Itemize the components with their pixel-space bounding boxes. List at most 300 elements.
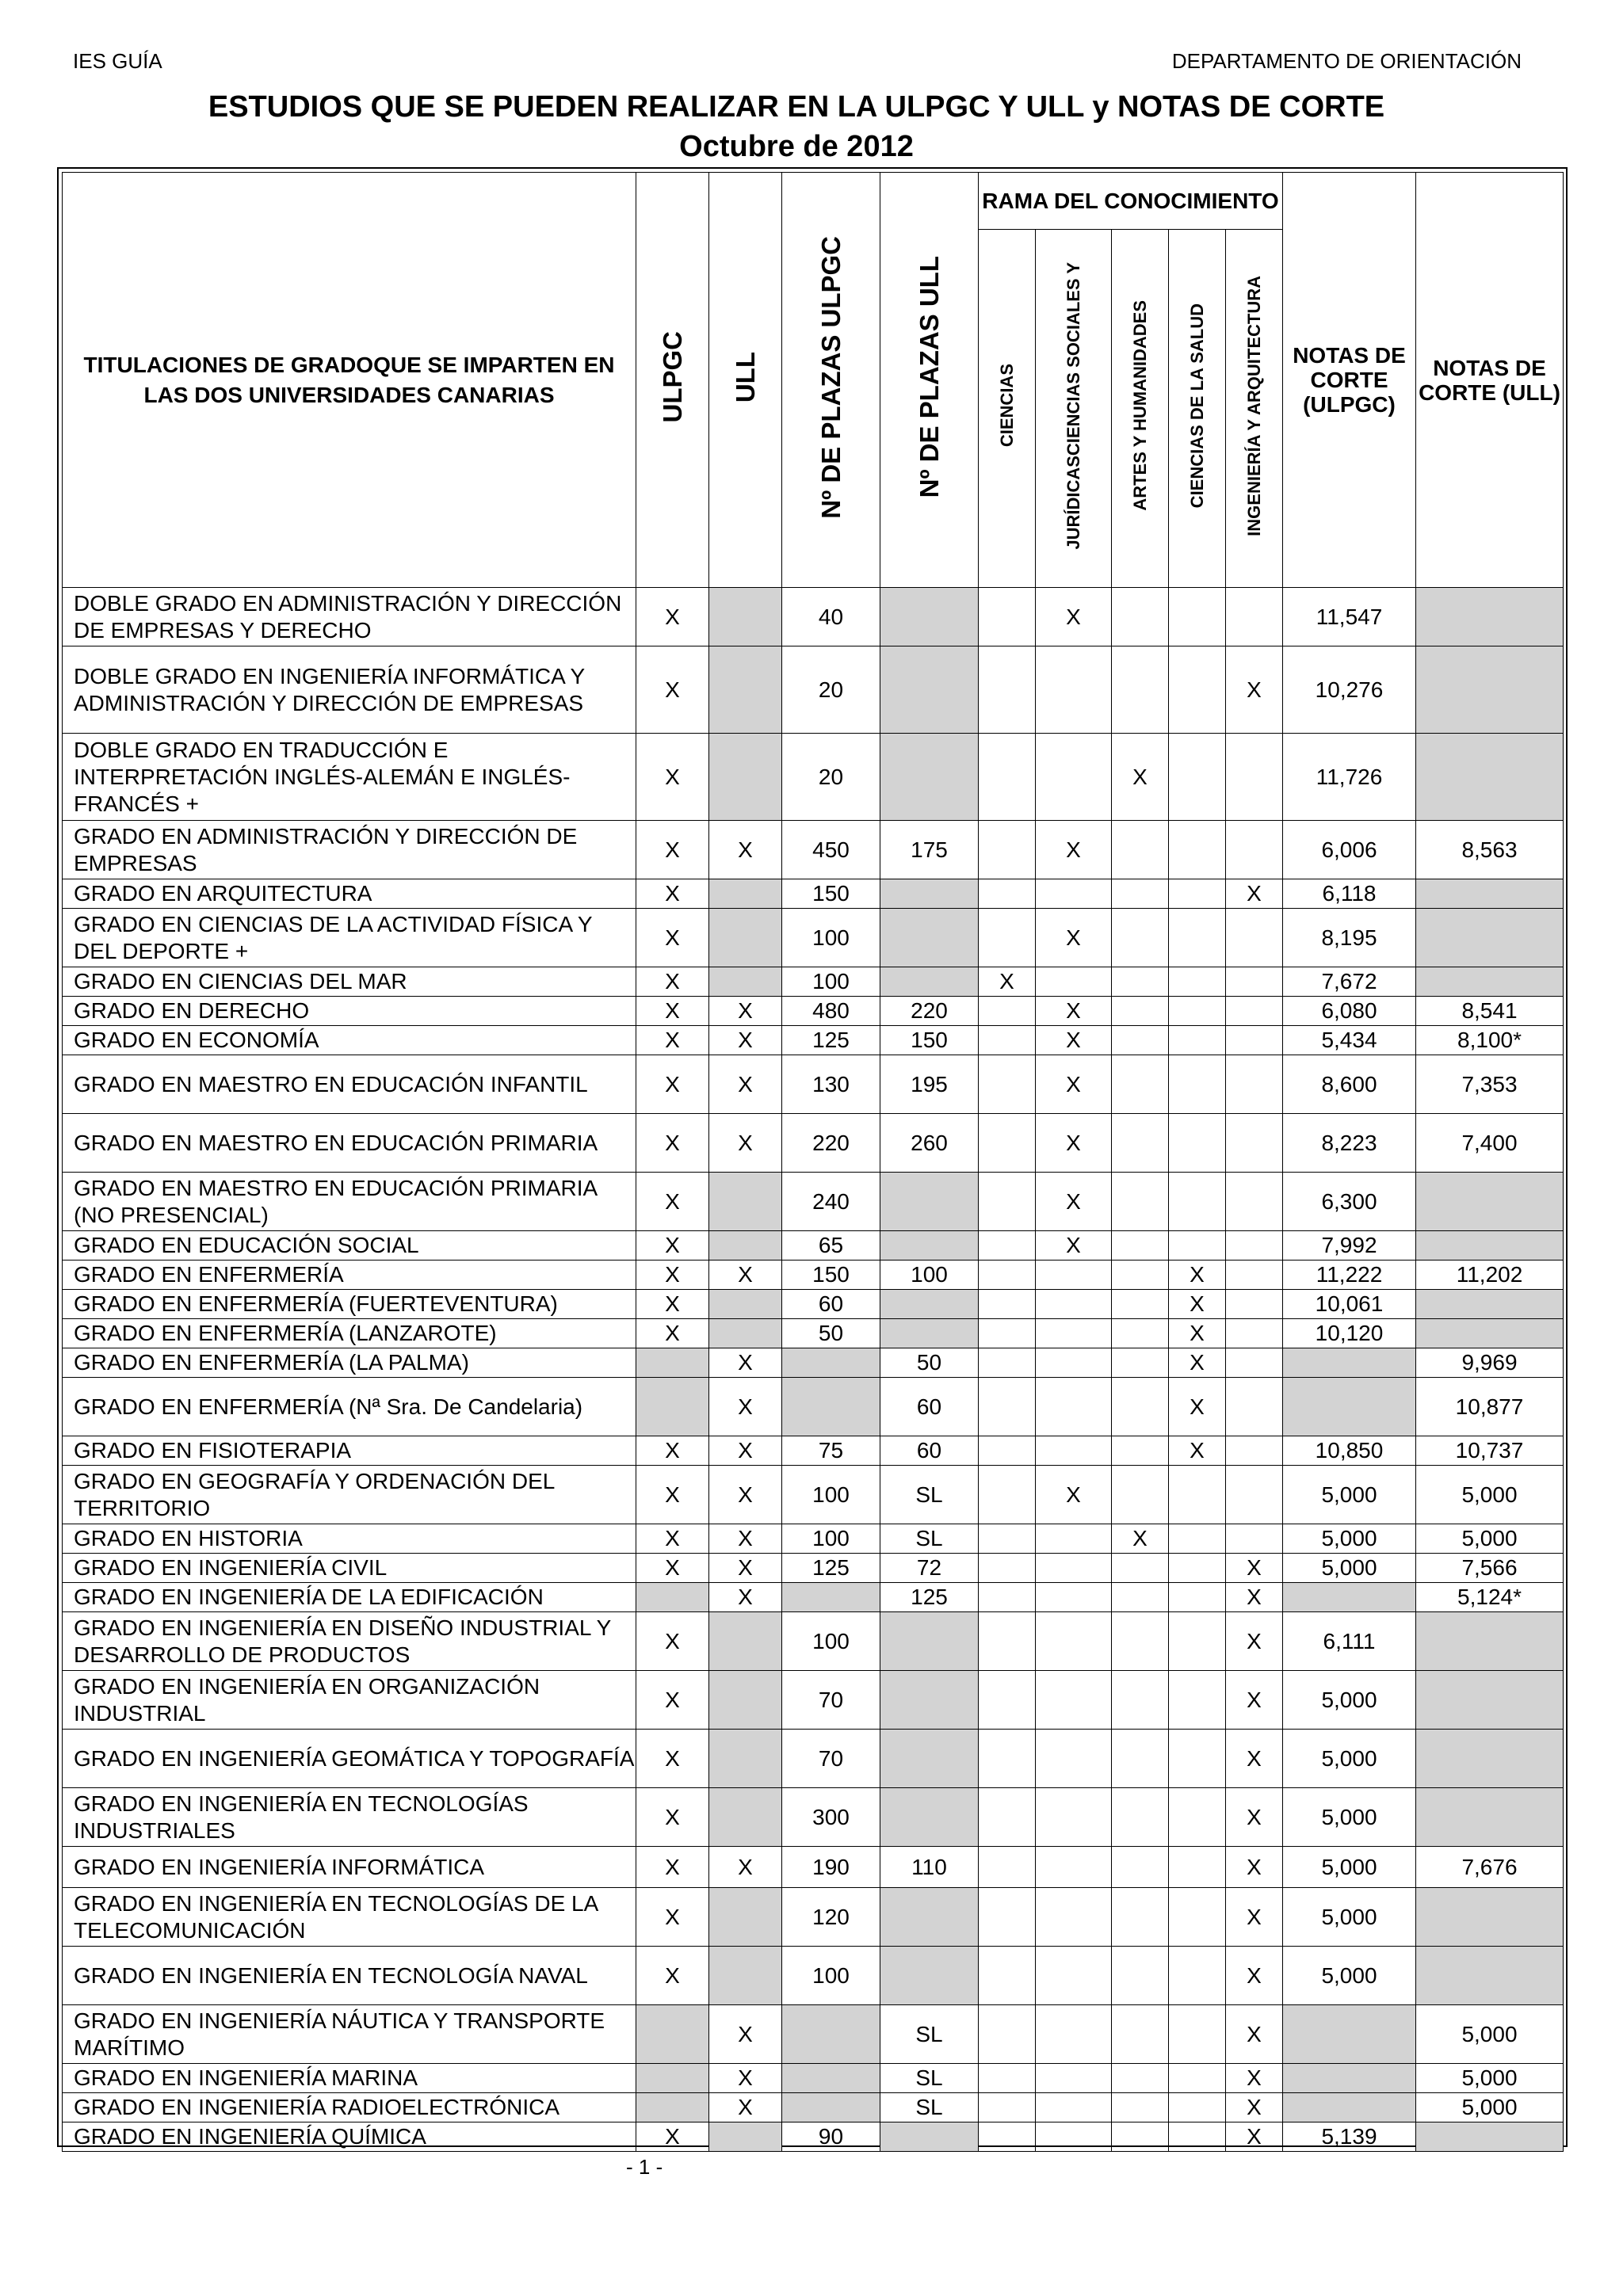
table-row [63, 1466, 1564, 1524]
nota-ulpgc: 5,000 [1283, 1788, 1416, 1847]
plazas-ulpgc: 150 [782, 879, 880, 909]
rama-mark: X [1036, 909, 1112, 967]
rama-mark [1036, 1290, 1112, 1319]
plazas-ulpgc: 70 [782, 1671, 880, 1730]
rama-mark: X [1226, 2093, 1283, 2122]
ull-mark: X [709, 1466, 782, 1524]
table-body [63, 588, 1564, 2152]
table-row [63, 2005, 1564, 2064]
nota-ulpgc: 8,195 [1283, 909, 1416, 967]
rama-mark [1112, 1055, 1169, 1114]
nota-ulpgc: 5,000 [1283, 1847, 1416, 1888]
rama-mark [1112, 1947, 1169, 2005]
rama-mark [1226, 1524, 1283, 1554]
plazas-ull: 100 [880, 1261, 979, 1290]
rama-mark [1226, 1436, 1283, 1466]
plazas-ull [880, 879, 979, 909]
rama-mark [979, 646, 1036, 734]
degree-name: GRADO EN INGENIERÍA INFORMÁTICA [63, 1847, 636, 1888]
nota-ull [1416, 879, 1564, 909]
header-school: IES GUÍA [73, 49, 162, 73]
ulpgc-mark: X [636, 1114, 709, 1173]
rama-mark [1036, 1348, 1112, 1378]
ull-mark: X [709, 1026, 782, 1055]
rama-mark [1036, 2122, 1112, 2152]
rama-mark [1112, 1671, 1169, 1730]
plazas-ulpgc: 60 [782, 1290, 880, 1319]
nota-ulpgc: 6,006 [1283, 821, 1416, 879]
header-notas-ulpgc: NOTAS DE CORTE (ULPGC) [1283, 173, 1416, 588]
ull-mark: X [709, 2093, 782, 2122]
nota-ull: 10,737 [1416, 1436, 1564, 1466]
table-row [63, 646, 1564, 734]
nota-ull [1416, 1947, 1564, 2005]
rama-mark [1112, 1348, 1169, 1378]
rama-mark: X [1169, 1319, 1226, 1348]
rama-mark [1036, 1261, 1112, 1290]
rama-mark: X [1036, 1114, 1112, 1173]
rama-mark [1226, 997, 1283, 1026]
plazas-ulpgc: 100 [782, 1947, 880, 2005]
rama-mark [979, 1583, 1036, 1612]
rama-mark [979, 1290, 1036, 1319]
nota-ulpgc: 5,000 [1283, 1554, 1416, 1583]
rama-mark [979, 734, 1036, 821]
nota-ulpgc: 5,000 [1283, 1888, 1416, 1947]
header-rama-artes-label: ARTES Y HUMANIDADES [1129, 300, 1150, 511]
nota-ull: 7,353 [1416, 1055, 1564, 1114]
plazas-ulpgc: 70 [782, 1730, 880, 1788]
header-rama-ingenieria [1226, 230, 1283, 588]
plazas-ulpgc [782, 2093, 880, 2122]
degree-name: GRADO EN ENFERMERÍA (LANZAROTE) [63, 1319, 636, 1348]
rama-mark [1226, 1348, 1283, 1378]
rama-mark: X [1226, 1947, 1283, 2005]
rama-mark [979, 909, 1036, 967]
degree-name: GRADO EN INGENIERÍA EN TECNOLOGÍA NAVAL [63, 1947, 636, 2005]
rama-mark [1169, 879, 1226, 909]
plazas-ull [880, 1671, 979, 1730]
table-row [63, 1026, 1564, 1055]
nota-ulpgc: 10,850 [1283, 1436, 1416, 1466]
nota-ulpgc: 10,120 [1283, 1319, 1416, 1348]
rama-mark [1169, 1671, 1226, 1730]
nota-ull [1416, 909, 1564, 967]
degree-name: GRADO EN INGENIERÍA CIVIL [63, 1554, 636, 1583]
ulpgc-mark: X [636, 1888, 709, 1947]
rama-mark: X [1036, 1026, 1112, 1055]
rama-mark [1226, 1173, 1283, 1231]
rama-mark [1169, 1583, 1226, 1612]
ull-mark: X [709, 1114, 782, 1173]
rama-mark [979, 1788, 1036, 1847]
table-row [63, 1612, 1564, 1671]
rama-mark [1226, 909, 1283, 967]
rama-mark [1169, 997, 1226, 1026]
ull-mark: X [709, 1524, 782, 1554]
rama-mark [1112, 1378, 1169, 1436]
plazas-ull [880, 1730, 979, 1788]
degree-name: GRADO EN INGENIERÍA QUÍMICA [63, 2122, 636, 2152]
ulpgc-mark [636, 2064, 709, 2093]
rama-mark: X [1226, 1554, 1283, 1583]
rama-mark [1226, 1319, 1283, 1348]
nota-ulpgc: 10,276 [1283, 646, 1416, 734]
table-row [63, 967, 1564, 997]
nota-ulpgc: 7,992 [1283, 1231, 1416, 1261]
rama-mark [1169, 1231, 1226, 1261]
header-rama-artes [1112, 230, 1169, 588]
document-subtitle: Octubre de 2012 [679, 130, 914, 163]
rama-mark [979, 1671, 1036, 1730]
ulpgc-mark: X [636, 588, 709, 646]
degree-name: GRADO EN MAESTRO EN EDUCACIÓN PRIMARIA (NO PRESENCIAL) [63, 1173, 636, 1231]
plazas-ulpgc: 220 [782, 1114, 880, 1173]
plazas-ulpgc: 125 [782, 1026, 880, 1055]
rama-mark: X [1036, 588, 1112, 646]
nota-ulpgc [1283, 2005, 1416, 2064]
header-ull [709, 173, 782, 588]
ulpgc-mark: X [636, 1524, 709, 1554]
plazas-ulpgc: 125 [782, 1554, 880, 1583]
degree-name: GRADO EN ECONOMÍA [63, 1026, 636, 1055]
ulpgc-mark: X [636, 1847, 709, 1888]
nota-ulpgc: 5,000 [1283, 1730, 1416, 1788]
rama-mark [979, 879, 1036, 909]
nota-ull [1416, 1231, 1564, 1261]
degree-name: GRADO EN MAESTRO EN EDUCACIÓN PRIMARIA [63, 1114, 636, 1173]
nota-ulpgc: 8,223 [1283, 1114, 1416, 1173]
rama-mark [979, 1319, 1036, 1348]
header-plazas-ull [880, 173, 979, 588]
rama-mark [1112, 1888, 1169, 1947]
table-row [63, 1348, 1564, 1378]
rama-mark: X [1169, 1290, 1226, 1319]
nota-ulpgc: 8,600 [1283, 1055, 1416, 1114]
plazas-ulpgc: 20 [782, 646, 880, 734]
rama-mark [1169, 1947, 1226, 2005]
nota-ulpgc: 6,111 [1283, 1612, 1416, 1671]
rama-mark: X [1226, 1671, 1283, 1730]
rama-mark [979, 2093, 1036, 2122]
rama-mark [1112, 1554, 1169, 1583]
plazas-ull [880, 734, 979, 821]
rama-mark [1169, 2122, 1226, 2152]
ulpgc-mark [636, 1583, 709, 1612]
rama-mark [1036, 1583, 1112, 1612]
nota-ulpgc: 5,139 [1283, 2122, 1416, 2152]
plazas-ulpgc: 190 [782, 1847, 880, 1888]
plazas-ull [880, 909, 979, 967]
plazas-ull [880, 967, 979, 997]
table-row [63, 1788, 1564, 1847]
rama-mark: X [1036, 997, 1112, 1026]
table-row [63, 997, 1564, 1026]
nota-ulpgc: 6,080 [1283, 997, 1416, 1026]
rama-mark [1112, 1583, 1169, 1612]
rama-mark [1112, 2064, 1169, 2093]
ulpgc-mark: X [636, 734, 709, 821]
plazas-ull: 60 [880, 1436, 979, 1466]
plazas-ull [880, 1173, 979, 1231]
rama-mark [979, 1847, 1036, 1888]
ull-mark [709, 646, 782, 734]
rama-mark [1226, 821, 1283, 879]
ulpgc-mark: X [636, 1730, 709, 1788]
table-row [63, 909, 1564, 967]
ull-mark [709, 1671, 782, 1730]
rama-mark [979, 1730, 1036, 1788]
rama-mark: X [1169, 1436, 1226, 1466]
rama-mark [1112, 2122, 1169, 2152]
document-title: ESTUDIOS QUE SE PUEDEN REALIZAR EN LA ULPGC Y ULL y NOTAS DE CORTE [208, 90, 1385, 124]
table-row [63, 1524, 1564, 1554]
plazas-ulpgc: 50 [782, 1319, 880, 1348]
rama-mark [1169, 1524, 1226, 1554]
header-titulaciones: TITULACIONES DE GRADOQUE SE IMPARTEN EN LAS DOS UNIVERSIDADES CANARIAS [63, 173, 636, 588]
plazas-ulpgc: 100 [782, 1612, 880, 1671]
plazas-ulpgc: 100 [782, 1466, 880, 1524]
plazas-ull [880, 1888, 979, 1947]
degree-name: GRADO EN INGENIERÍA MARINA [63, 2064, 636, 2093]
rama-mark [1169, 1888, 1226, 1947]
rama-mark [1112, 997, 1169, 1026]
plazas-ull: 260 [880, 1114, 979, 1173]
degree-name: GRADO EN DERECHO [63, 997, 636, 1026]
nota-ulpgc: 5,000 [1283, 1671, 1416, 1730]
rama-mark [1226, 1378, 1283, 1436]
rama-mark: X [1036, 1173, 1112, 1231]
nota-ulpgc: 7,672 [1283, 967, 1416, 997]
ulpgc-mark: X [636, 1947, 709, 2005]
plazas-ulpgc: 100 [782, 967, 880, 997]
table-row [63, 1730, 1564, 1788]
plazas-ull: 175 [880, 821, 979, 879]
degree-name: GRADO EN INGENIERÍA DE LA EDIFICACIÓN [63, 1583, 636, 1612]
nota-ull [1416, 646, 1564, 734]
ull-mark: X [709, 1055, 782, 1114]
plazas-ull [880, 2122, 979, 2152]
rama-mark [1036, 967, 1112, 997]
rama-mark [1112, 1173, 1169, 1231]
table-row [63, 1583, 1564, 1612]
rama-mark [1169, 1612, 1226, 1671]
header-rama-ingenieria-label: INGENIERÍA Y ARQUITECTURA [1243, 275, 1264, 536]
nota-ulpgc: 10,061 [1283, 1290, 1416, 1319]
rama-mark [1112, 879, 1169, 909]
table-row [63, 879, 1564, 909]
header-notas-ull: NOTAS DE CORTE (ULL) [1416, 173, 1564, 588]
nota-ulpgc [1283, 1378, 1416, 1436]
plazas-ulpgc [782, 2064, 880, 2093]
ulpgc-mark: X [636, 646, 709, 734]
ull-mark: X [709, 2064, 782, 2093]
rama-mark [1112, 1612, 1169, 1671]
table-row [63, 1114, 1564, 1173]
degree-name: GRADO EN INGENIERÍA GEOMÁTICA Y TOPOGRAFÍA [63, 1730, 636, 1788]
plazas-ulpgc: 90 [782, 2122, 880, 2152]
rama-mark [1112, 2093, 1169, 2122]
rama-mark [979, 1348, 1036, 1378]
nota-ulpgc [1283, 1583, 1416, 1612]
ull-mark [709, 909, 782, 967]
rama-mark: X [1226, 1583, 1283, 1612]
ull-mark [709, 967, 782, 997]
rama-mark [1169, 1466, 1226, 1524]
rama-mark: X [1169, 1348, 1226, 1378]
plazas-ull [880, 1231, 979, 1261]
page-number: - 1 - [626, 2155, 663, 2179]
ulpgc-mark: X [636, 821, 709, 879]
rama-mark [1036, 1847, 1112, 1888]
table-row [63, 1847, 1564, 1888]
rama-mark [979, 1173, 1036, 1231]
degree-name: GRADO EN CIENCIAS DEL MAR [63, 967, 636, 997]
plazas-ull: 60 [880, 1378, 979, 1436]
rama-mark: X [1169, 1261, 1226, 1290]
plazas-ull: 150 [880, 1026, 979, 1055]
rama-mark [1036, 1788, 1112, 1847]
ull-mark: X [709, 1847, 782, 1888]
plazas-ull: SL [880, 2005, 979, 2064]
degree-name: DOBLE GRADO EN ADMINISTRACIÓN Y DIRECCIÓN DE EMPRESAS Y DERECHO [63, 588, 636, 646]
ulpgc-mark: X [636, 1231, 709, 1261]
nota-ull: 8,541 [1416, 997, 1564, 1026]
rama-mark [979, 821, 1036, 879]
nota-ulpgc: 6,300 [1283, 1173, 1416, 1231]
ull-mark [709, 1319, 782, 1348]
degree-name: DOBLE GRADO EN TRADUCCIÓN E INTERPRETACIÓN INGLÉS-ALEMÁN E INGLÉS-FRANCÉS + [63, 734, 636, 821]
rama-mark [979, 1554, 1036, 1583]
plazas-ulpgc: 40 [782, 588, 880, 646]
nota-ull [1416, 734, 1564, 821]
nota-ull [1416, 1319, 1564, 1348]
plazas-ulpgc [782, 1348, 880, 1378]
table-row [63, 2122, 1564, 2152]
header-department: DEPARTAMENTO DE ORIENTACIÓN [1171, 49, 1522, 73]
degree-name: GRADO EN MAESTRO EN EDUCACIÓN INFANTIL [63, 1055, 636, 1114]
rama-mark [1036, 1612, 1112, 1671]
rama-mark [1112, 1261, 1169, 1290]
nota-ull: 7,676 [1416, 1847, 1564, 1888]
rama-mark [1112, 646, 1169, 734]
header-plazas-ulpgc-label: Nº DE PLAZAS ULPGC [815, 235, 846, 519]
ull-mark [709, 1947, 782, 2005]
nota-ull [1416, 1730, 1564, 1788]
rama-mark [979, 1378, 1036, 1436]
rama-mark: X [1169, 1378, 1226, 1436]
nota-ull: 5,000 [1416, 1466, 1564, 1524]
rama-mark: X [1226, 1730, 1283, 1788]
ull-mark: X [709, 1348, 782, 1378]
plazas-ulpgc [782, 1378, 880, 1436]
degree-name: GRADO EN INGENIERÍA RADIOELECTRÓNICA [63, 2093, 636, 2122]
rama-mark [979, 997, 1036, 1026]
nota-ull: 5,000 [1416, 2093, 1564, 2122]
ulpgc-mark: X [636, 909, 709, 967]
degree-name: GRADO EN GEOGRAFÍA Y ORDENACIÓN DEL TERRITORIO [63, 1466, 636, 1524]
rama-mark [1036, 2064, 1112, 2093]
rama-mark [1226, 1290, 1283, 1319]
plazas-ulpgc: 240 [782, 1173, 880, 1231]
table-row [63, 1173, 1564, 1231]
nota-ull: 11,202 [1416, 1261, 1564, 1290]
ull-mark: X [709, 1378, 782, 1436]
ulpgc-mark: X [636, 1788, 709, 1847]
table-row [63, 1888, 1564, 1947]
rama-mark: X [1226, 1888, 1283, 1947]
nota-ull: 5,124* [1416, 1583, 1564, 1612]
ulpgc-mark: X [636, 1671, 709, 1730]
degree-name: GRADO EN ARQUITECTURA [63, 879, 636, 909]
plazas-ulpgc: 100 [782, 1524, 880, 1554]
header-rama-salud [1169, 230, 1226, 588]
header-rama: RAMA DEL CONOCIMIENTO [979, 173, 1283, 230]
rama-mark [979, 1466, 1036, 1524]
rama-mark [979, 2064, 1036, 2093]
rama-mark [1036, 1554, 1112, 1583]
nota-ulpgc [1283, 1348, 1416, 1378]
rama-mark [1169, 909, 1226, 967]
rama-mark [1169, 1026, 1226, 1055]
plazas-ulpgc: 150 [782, 1261, 880, 1290]
rama-mark [1169, 1847, 1226, 1888]
rama-mark [1169, 2093, 1226, 2122]
header-ulpgc-label: ULPGC [657, 331, 687, 423]
rama-mark: X [1226, 1847, 1283, 1888]
ull-mark: X [709, 1436, 782, 1466]
rama-mark [1169, 1554, 1226, 1583]
plazas-ulpgc: 300 [782, 1788, 880, 1847]
table-row [63, 1319, 1564, 1348]
rama-mark [1112, 909, 1169, 967]
rama-mark [1036, 1436, 1112, 1466]
rama-mark [1112, 1114, 1169, 1173]
header-ull-label: ULL [730, 351, 760, 403]
ull-mark [709, 588, 782, 646]
nota-ull [1416, 2122, 1564, 2152]
header-rama-salud-label: CIENCIAS DE LA SALUD [1186, 303, 1207, 509]
rama-mark [1226, 588, 1283, 646]
rama-mark: X [1036, 1231, 1112, 1261]
nota-ull: 10,877 [1416, 1378, 1564, 1436]
degree-name: GRADO EN INGENIERÍA EN ORGANIZACIÓN INDUSTRIAL [63, 1671, 636, 1730]
nota-ulpgc: 11,222 [1283, 1261, 1416, 1290]
rama-mark [1169, 1055, 1226, 1114]
rama-mark [1226, 1055, 1283, 1114]
nota-ulpgc: 5,434 [1283, 1026, 1416, 1055]
rama-mark [1112, 1290, 1169, 1319]
ulpgc-mark: X [636, 1554, 709, 1583]
rama-mark [979, 1436, 1036, 1466]
rama-mark: X [1226, 2005, 1283, 2064]
ulpgc-mark: X [636, 879, 709, 909]
table-row [63, 1554, 1564, 1583]
rama-mark [1036, 1378, 1112, 1436]
nota-ull [1416, 1888, 1564, 1947]
plazas-ull: SL [880, 1524, 979, 1554]
plazas-ull: 195 [880, 1055, 979, 1114]
ull-mark [709, 1612, 782, 1671]
rama-mark [1112, 1026, 1169, 1055]
plazas-ull: SL [880, 2064, 979, 2093]
ull-mark [709, 1173, 782, 1231]
rama-mark [979, 1114, 1036, 1173]
plazas-ull: SL [880, 2093, 979, 2122]
header-plazas-ull-label: Nº DE PLAZAS ULL [914, 256, 944, 498]
degree-name: GRADO EN ENFERMERÍA (FUERTEVENTURA) [63, 1290, 636, 1319]
rama-mark [979, 1612, 1036, 1671]
